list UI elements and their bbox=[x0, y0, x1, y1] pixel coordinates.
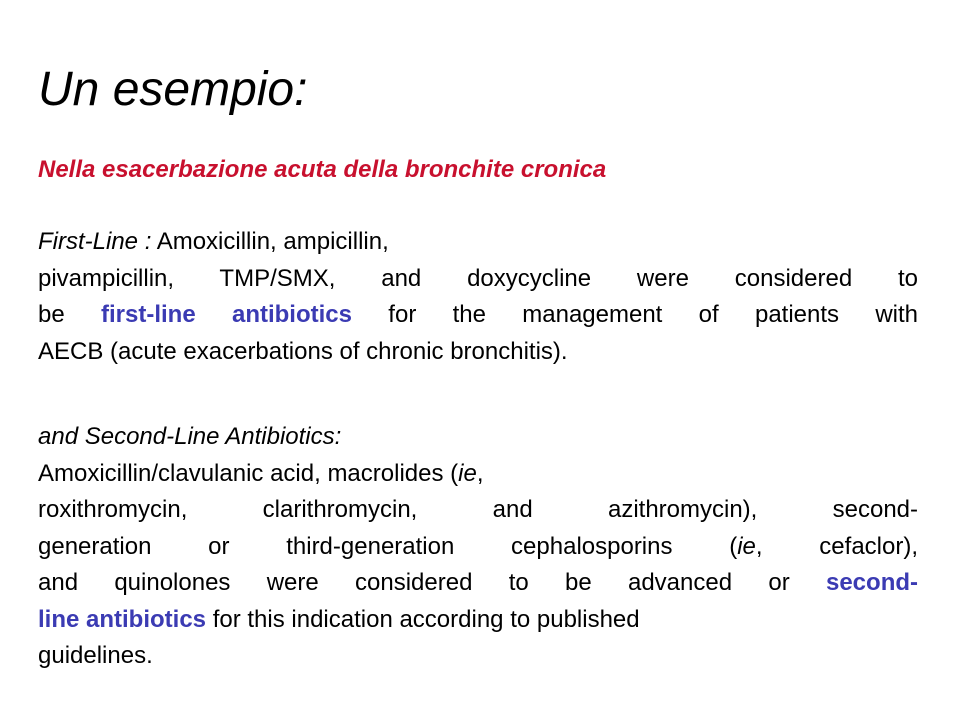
first-line-heading-line bbox=[38, 224, 918, 261]
second-line-antibiotics-highlight-start: second- bbox=[825, 569, 918, 596]
second-line-text-line-6: guidelines. bbox=[38, 642, 153, 669]
second-line-text-line-3 bbox=[38, 529, 918, 566]
first-line-text-line-2: pivampicillin, TMP/SMX, and doxycycline were considered to bbox=[38, 264, 918, 292]
second-line-text-3-post: , cefaclor), bbox=[755, 532, 918, 560]
first-line-drugs-start: Amoxicillin, ampicillin, bbox=[151, 228, 389, 255]
first-line-text-line-3 bbox=[38, 297, 918, 334]
second-line-text-line-4 bbox=[38, 565, 918, 602]
second-line-text-5-post: for this indication according to published bbox=[206, 605, 640, 633]
slide-title: Un esempio: bbox=[38, 63, 308, 116]
second-line-antibiotics-highlight-end: line antibiotics bbox=[38, 605, 207, 633]
second-line-text-3-pre: generation or third-generation cephalosporins ( bbox=[38, 532, 738, 560]
first-line-text-line-4: AECB (acute exacerbations of chronic bronchitis). bbox=[38, 337, 568, 365]
second-line-text-4-pre: and quinolones were considered to be advanced or bbox=[38, 569, 826, 596]
second-line-text-1-post: , bbox=[476, 459, 484, 487]
second-line-section bbox=[38, 419, 918, 675]
first-line-text-pre: be bbox=[38, 301, 101, 328]
second-line-ie-1: ie bbox=[458, 459, 477, 487]
second-line-text-1-pre: Amoxicillin/clavulanic acid, macrolides ( bbox=[38, 459, 459, 487]
first-line-heading: First-Line : bbox=[38, 228, 152, 255]
second-line-text-line-5 bbox=[38, 602, 918, 639]
first-line-text-post: for the management of patients with bbox=[352, 301, 919, 328]
second-line-ie-2: ie bbox=[737, 532, 756, 560]
first-line-section bbox=[38, 224, 918, 370]
second-line-text-line-2: roxithromycin, clarithromycin, and azithromycin), second- bbox=[38, 496, 918, 523]
second-line-heading: and Second-Line Antibiotics: bbox=[38, 423, 342, 450]
slide-subtitle: Nella esacerbazione acuta della bronchite cronica bbox=[38, 156, 607, 183]
first-line-antibiotics-highlight: first-line antibiotics bbox=[101, 301, 352, 328]
second-line-text-line-1 bbox=[38, 456, 918, 493]
